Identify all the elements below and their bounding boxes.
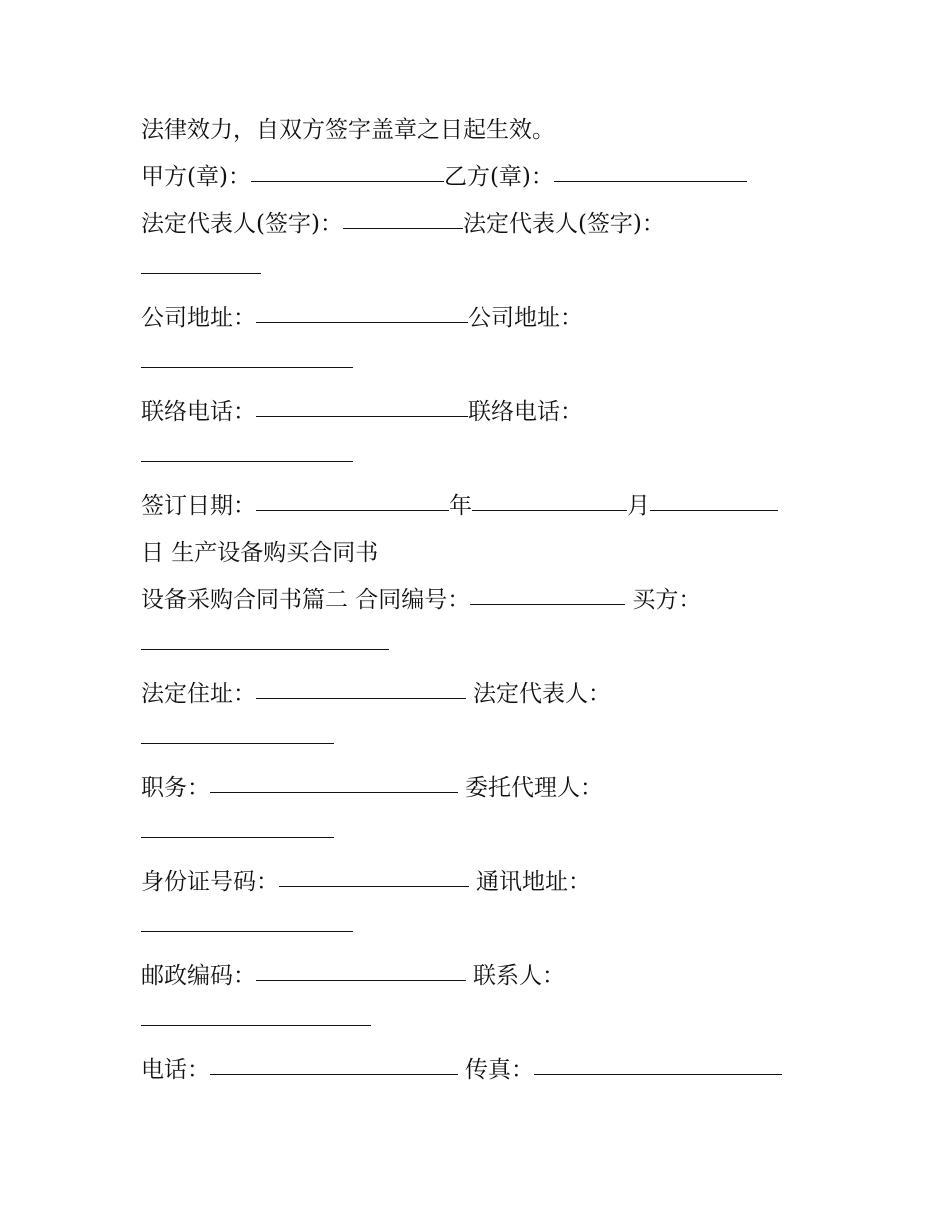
- contact-label: 联系人：: [473, 963, 565, 989]
- day-blank[interactable]: [650, 486, 778, 511]
- id-number-blank[interactable]: [279, 862, 469, 887]
- buyer-label: 买方：: [632, 587, 702, 613]
- continuation-line: [141, 251, 821, 298]
- id-number-label: 身份证号码：: [141, 869, 279, 895]
- agent-label: 委托代理人：: [465, 775, 603, 801]
- legal-rep-label: 法定代表人：: [473, 681, 611, 707]
- year-blank[interactable]: [256, 486, 449, 511]
- fax-label: 传真：: [465, 1057, 534, 1083]
- document-body: [141, 110, 821, 1097]
- day-and-title: 日 生产设备购买合同书: [141, 540, 379, 566]
- contract-number-blank[interactable]: [470, 580, 625, 605]
- tel-label: 电话：: [141, 1057, 210, 1083]
- contract-number-line: [141, 580, 821, 627]
- phone-a-blank[interactable]: [256, 392, 468, 417]
- phone-b-label: 联络电话：: [468, 399, 583, 425]
- rep-b-blank[interactable]: [141, 249, 261, 274]
- continuation-line: [141, 1003, 821, 1050]
- rep-b-label: 法定代表人(签字)：: [462, 211, 665, 237]
- buyer-blank[interactable]: [141, 625, 389, 650]
- continuation-line: [141, 627, 821, 674]
- postcode-line: [141, 956, 821, 1003]
- mail-address-label: 通讯地址：: [476, 869, 591, 895]
- legal-address-line: [141, 674, 821, 721]
- tel-fax-line: [141, 1050, 821, 1097]
- sign-date-label: 签订日期：: [141, 493, 256, 519]
- year-label: 年: [449, 493, 472, 519]
- id-number-line: [141, 862, 821, 909]
- fax-blank[interactable]: [534, 1050, 782, 1075]
- tel-blank[interactable]: [210, 1050, 458, 1075]
- position-label: 职务：: [141, 775, 210, 801]
- address-line: [141, 298, 821, 345]
- addr-a-blank[interactable]: [256, 298, 468, 323]
- text-line: [141, 533, 821, 580]
- month-blank[interactable]: [472, 486, 627, 511]
- party-seal-line: [141, 157, 821, 204]
- addr-b-label: 公司地址：: [468, 305, 583, 331]
- phone-b-blank[interactable]: [141, 437, 353, 462]
- party-a-seal-label: 甲方(章)：: [141, 164, 251, 190]
- party-b-seal-blank[interactable]: [554, 157, 747, 182]
- text-line: [141, 110, 821, 157]
- continuation-line: [141, 439, 821, 486]
- agent-blank[interactable]: [141, 813, 334, 838]
- effect-clause: 法律效力，自双方签字盖章之日起生效。: [141, 117, 555, 143]
- phone-a-label: 联络电话：: [141, 399, 256, 425]
- contract-title-label: 设备采购合同书篇二 合同编号：: [141, 587, 471, 613]
- continuation-line: [141, 909, 821, 956]
- legal-address-blank[interactable]: [256, 674, 466, 699]
- addr-b-blank[interactable]: [141, 343, 353, 368]
- party-a-seal-blank[interactable]: [251, 157, 444, 182]
- addr-a-label: 公司地址：: [141, 305, 256, 331]
- contact-blank[interactable]: [141, 1001, 371, 1026]
- continuation-line: [141, 345, 821, 392]
- legal-rep-blank[interactable]: [141, 719, 334, 744]
- position-line: [141, 768, 821, 815]
- representative-line: [141, 204, 821, 251]
- postcode-label: 邮政编码：: [141, 963, 256, 989]
- mail-address-blank[interactable]: [141, 907, 353, 932]
- postcode-blank[interactable]: [256, 956, 466, 981]
- rep-a-label: 法定代表人(签字)：: [141, 211, 343, 237]
- legal-address-label: 法定住址：: [141, 681, 256, 707]
- sign-date-line: [141, 486, 821, 533]
- continuation-line: [141, 721, 821, 768]
- party-b-seal-label: 乙方(章)：: [443, 164, 554, 190]
- continuation-line: [141, 815, 821, 862]
- position-blank[interactable]: [210, 768, 458, 793]
- rep-a-blank[interactable]: [343, 204, 463, 229]
- phone-line: [141, 392, 821, 439]
- month-label: 月: [627, 493, 650, 519]
